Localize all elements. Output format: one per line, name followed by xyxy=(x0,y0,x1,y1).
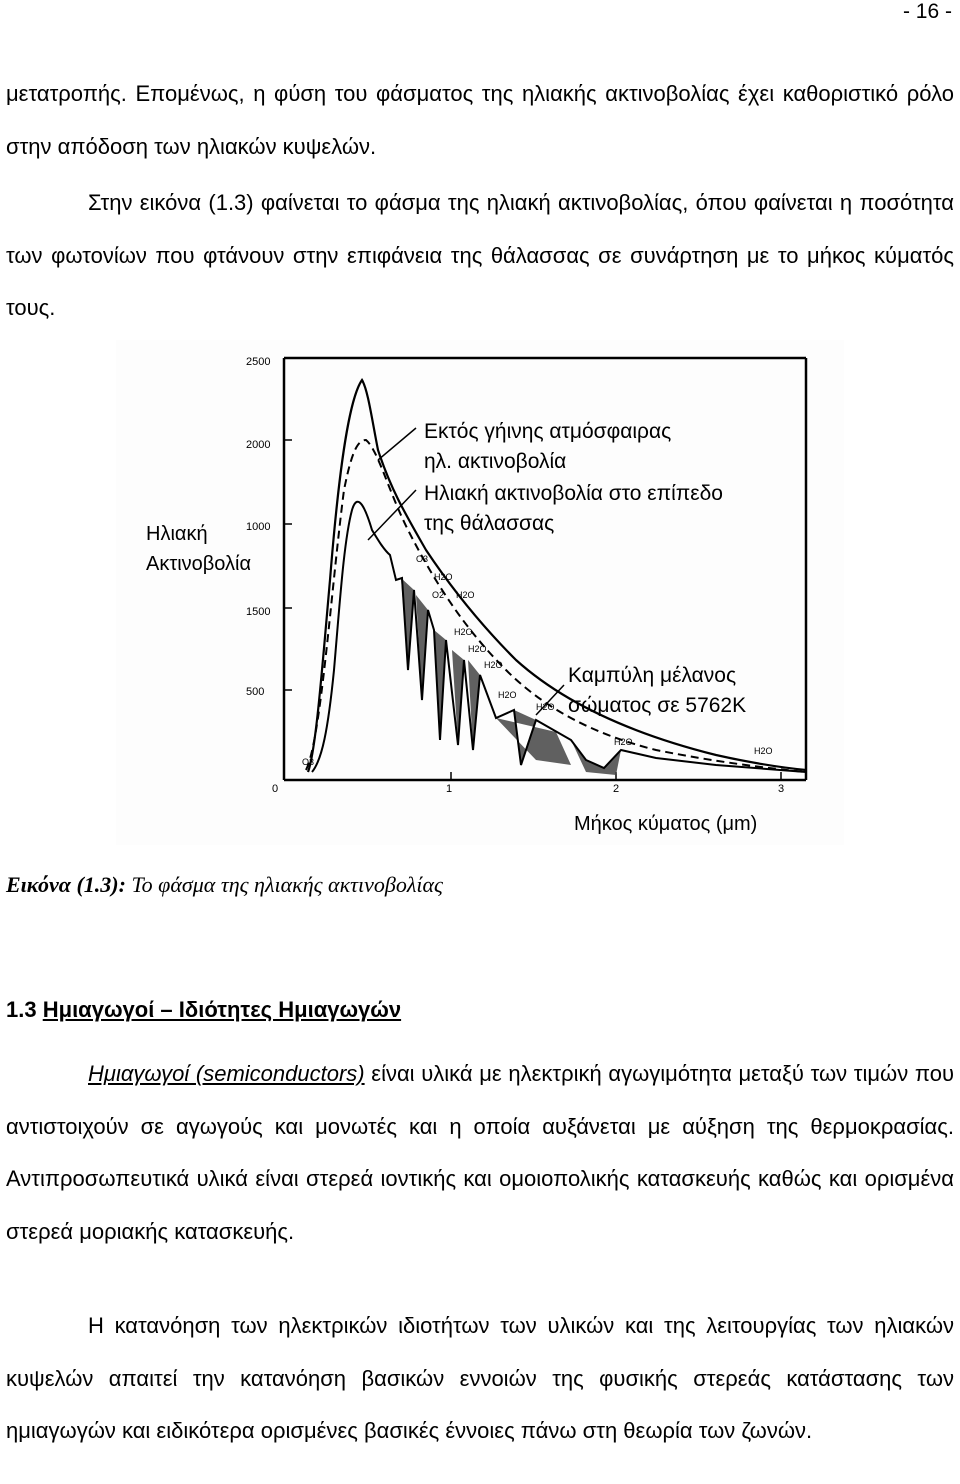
paragraph-understanding xyxy=(6,1300,954,1458)
absorber-label: H2O xyxy=(454,627,473,637)
legend-blackbody-line2: σώματος σε 5762K xyxy=(568,694,747,717)
legend-outside-line1: Εκτός γήινης ατμόσφαιρας xyxy=(424,420,672,443)
y-tick-label: 2500 xyxy=(246,356,271,368)
x-axis-label: Μήκος κύματος (μm) xyxy=(574,813,758,835)
paragraph-intro-1: μετατροπής. Επομένως, η φύση του φάσματος της ηλιακής ακτινοβολίας έχει καθοριστικό ρόλο στην απόδοση των ηλιακών κυψελών. xyxy=(6,81,954,159)
legend-sea-line1: Ηλιακή ακτινοβολία στο επίπεδο xyxy=(424,482,723,505)
y-axis-label-line1: Ηλιακή xyxy=(146,523,208,545)
x-tick-label: 2 xyxy=(613,783,620,795)
y-axis-label-line2: Ακτινοβολία xyxy=(146,553,252,575)
solar-spectrum-figure xyxy=(116,340,844,845)
absorber-label: H2O xyxy=(468,644,487,654)
sea-level-curve xyxy=(312,502,806,772)
section-title: Ημιαγωγοί – Ιδιότητες Ημιαγωγών xyxy=(42,997,402,1022)
legend-blackbody-line1: Καμπύλη μέλανος xyxy=(568,664,737,687)
paragraph-understanding-text: Η κατανόηση των ηλεκτρικών ιδιοτήτων των υλικών και της λειτουργίας των ηλιακών κυψελών απαιτεί την κατανόηση βασικών εννοιών της φυσικής στερεάς κατάστασης των ημιαγωγών και ειδικότερα ορισμένες βασικές έννοιες πάνω στη θεωρία των ζωνών. xyxy=(6,1313,954,1443)
absorber-label: O2 xyxy=(432,590,445,600)
paragraph-intro-2-text: Στην εικόνα (1.3) φαίνεται το φάσμα της ηλιακή ακτινοβολίας, όπου φαίνεται η ποσότητα των φωτονίων που φτάνουν στην επιφάνεια της θάλασσας σε συνάρτηση με το μήκος κύματός τους. xyxy=(6,190,954,320)
paragraph-semiconductors-text: είναι υλικά με ηλεκτρική αγωγιμότητα μεταξύ των τιμών που αντιστοιχούν σε αγωγούς και μονωτές και η οποία αυξάνεται με αύξηση της θερμοκρασίας. Αντιπροσωπευτικά υλικά είναι στερεά ιοντικής και ομοιοπολικής κατασκευής καθώς και ορισμένα στερεά μοριακής κατασκευής. xyxy=(6,1061,954,1244)
absorber-label: H2O xyxy=(536,702,555,712)
absorber-label: H2O xyxy=(484,660,503,670)
page-number: - 16 - xyxy=(902,0,952,23)
absorber-label: O3 xyxy=(416,554,429,564)
absorber-label: O3 xyxy=(302,757,315,767)
y-tick-label: 500 xyxy=(246,686,265,698)
figure-caption xyxy=(6,872,443,898)
y-tick-label: 1000 xyxy=(246,521,271,533)
absorber-label: H2O xyxy=(456,590,475,600)
term-semiconductors: Ημιαγωγοί (semiconductors) xyxy=(88,1061,365,1086)
legend-sea-line2: της θάλασσας xyxy=(424,512,555,535)
paragraph-intro-2 xyxy=(6,177,954,335)
section-number: 1.3 xyxy=(6,997,37,1022)
absorber-label: H2O xyxy=(434,572,453,582)
solar-spectrum-chart xyxy=(116,340,844,845)
paragraph-semiconductors xyxy=(6,1048,954,1258)
section-heading xyxy=(6,997,401,1023)
y-tick-label: 1500 xyxy=(246,606,271,618)
x-tick-label: 0 xyxy=(272,783,279,795)
absorber-label: H2O xyxy=(754,746,773,756)
x-tick-label: 1 xyxy=(446,783,453,795)
x-tick-label: 3 xyxy=(778,783,785,795)
legend-outside-pointer xyxy=(378,428,416,460)
absorber-label: H2O xyxy=(614,737,633,747)
legend-outside-line2: ηλ. ακτινοβολία xyxy=(424,450,567,473)
caption-label: Εικόνα (1.3): xyxy=(6,872,126,897)
y-tick-label: 2000 xyxy=(246,439,271,451)
caption-text: Το φάσμα της ηλιακής ακτινοβολίας xyxy=(131,872,443,897)
absorber-label: H2O xyxy=(498,690,517,700)
